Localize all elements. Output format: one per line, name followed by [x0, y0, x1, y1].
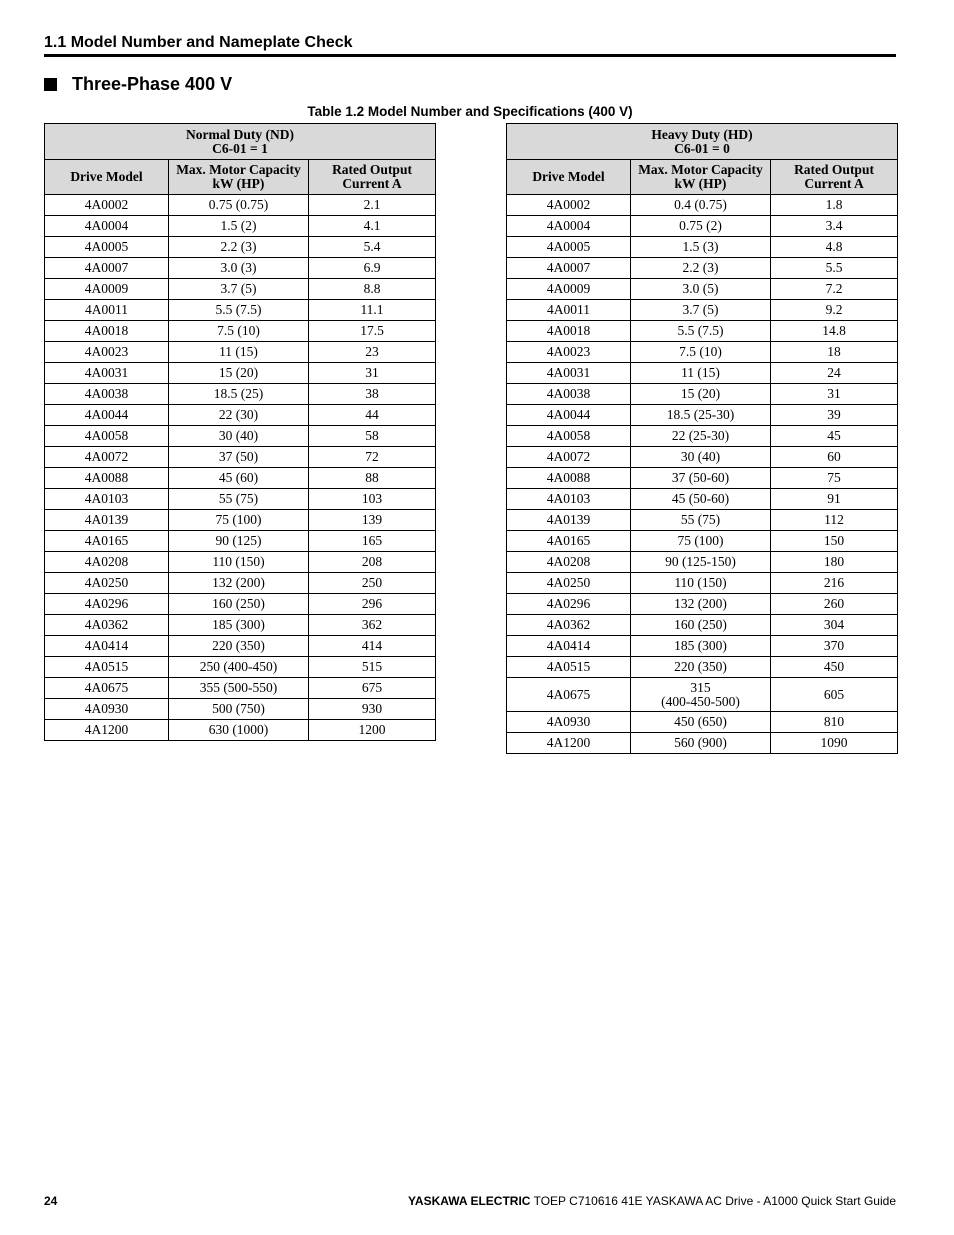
- table-row: [507, 733, 898, 754]
- motor-capacity-cell: 315 (400-450-500): [631, 678, 771, 712]
- motor-capacity-cell: 0.4 (0.75): [631, 195, 771, 216]
- motor-capacity-cell: 30 (40): [169, 426, 309, 447]
- rated-current-cell: 60: [771, 447, 898, 468]
- rated-current-cell: 39: [771, 405, 898, 426]
- rated-current-cell: 150: [771, 531, 898, 552]
- motor-capacity-cell: 1.5 (3): [631, 237, 771, 258]
- drive-model-cell: 4A0072: [45, 447, 169, 468]
- motor-capacity-cell: 37 (50): [169, 447, 309, 468]
- motor-capacity-cell: 45 (60): [169, 468, 309, 489]
- duty-param: C6-01 = 0: [674, 140, 730, 156]
- drive-model-cell: 4A0515: [45, 657, 169, 678]
- rated-current-cell: 45: [771, 426, 898, 447]
- drive-model-cell: 4A0675: [45, 678, 169, 699]
- motor-capacity-cell: 185 (300): [631, 636, 771, 657]
- table-row: [45, 426, 436, 447]
- drive-model-cell: 4A0009: [45, 279, 169, 300]
- drive-model-cell: 4A0044: [45, 405, 169, 426]
- section-header: 1.1 Model Number and Nameplate Check: [44, 34, 896, 57]
- drive-model-cell: 4A0004: [45, 216, 169, 237]
- rated-current-cell: 605: [771, 678, 898, 712]
- motor-capacity-cell: 132 (200): [631, 594, 771, 615]
- drive-model-cell: 4A0675: [507, 678, 631, 712]
- table-row: [507, 489, 898, 510]
- table-row: [45, 615, 436, 636]
- rated-current-cell: 103: [309, 489, 436, 510]
- table-row: [507, 447, 898, 468]
- motor-capacity-cell: 15 (20): [631, 384, 771, 405]
- rated-current-cell: 930: [309, 699, 436, 720]
- table-caption: Table 1.2 Model Number and Specifications (400 V): [307, 104, 633, 119]
- rated-current-cell: 18: [771, 342, 898, 363]
- brand-name: YASKAWA ELECTRIC: [408, 1194, 531, 1208]
- motor-capacity-cell: 18.5 (25-30): [631, 405, 771, 426]
- rated-current-cell: 72: [309, 447, 436, 468]
- motor-capacity-cell: 75 (100): [169, 510, 309, 531]
- rated-current-cell: 675: [309, 678, 436, 699]
- motor-capacity-cell: 450 (650): [631, 712, 771, 733]
- drive-model-cell: 4A0038: [45, 384, 169, 405]
- table-row: [45, 531, 436, 552]
- motor-capacity-cell: 3.7 (5): [169, 279, 309, 300]
- capacity-header-line2: kW (HP): [674, 176, 727, 191]
- normal-duty-table: [44, 123, 436, 741]
- rated-current-cell: 6.9: [309, 258, 436, 279]
- drive-model-cell: 4A0139: [45, 510, 169, 531]
- column-header-drive-model: Drive Model: [45, 160, 169, 195]
- rated-current-cell: 139: [309, 510, 436, 531]
- table-row: [45, 384, 436, 405]
- filled-square-icon: [44, 78, 57, 91]
- table-row: [45, 657, 436, 678]
- drive-model-cell: 4A0011: [45, 300, 169, 321]
- motor-capacity-cell: 220 (350): [631, 657, 771, 678]
- table-row: [507, 363, 898, 384]
- drive-model-cell: 4A0362: [507, 615, 631, 636]
- table-row: [45, 342, 436, 363]
- table-row: [45, 321, 436, 342]
- motor-capacity-cell: 90 (125): [169, 531, 309, 552]
- capacity-header-line1: Max. Motor Capacity: [176, 162, 301, 177]
- rated-current-cell: 250: [309, 573, 436, 594]
- rated-current-cell: 17.5: [309, 321, 436, 342]
- table-row: [507, 216, 898, 237]
- motor-capacity-cell: 110 (150): [631, 573, 771, 594]
- drive-model-cell: 4A0058: [507, 426, 631, 447]
- table-row: [45, 216, 436, 237]
- current-header-line2: Current A: [342, 176, 402, 191]
- table-row: [507, 342, 898, 363]
- subheading: [44, 74, 232, 94]
- table-row: [45, 468, 436, 489]
- table-row: [45, 489, 436, 510]
- motor-capacity-cell: 160 (250): [169, 594, 309, 615]
- drive-model-cell: 4A0103: [507, 489, 631, 510]
- rated-current-cell: 296: [309, 594, 436, 615]
- table-row: [45, 405, 436, 426]
- rated-current-cell: 11.1: [309, 300, 436, 321]
- drive-model-cell: 4A0018: [507, 321, 631, 342]
- drive-model-cell: 4A0088: [45, 468, 169, 489]
- table-row: [45, 573, 436, 594]
- rated-current-cell: 304: [771, 615, 898, 636]
- rated-current-cell: 4.8: [771, 237, 898, 258]
- motor-capacity-cell: 250 (400-450): [169, 657, 309, 678]
- column-header-drive-model: Drive Model: [507, 160, 631, 195]
- drive-model-cell: 4A0515: [507, 657, 631, 678]
- motor-capacity-cell: 37 (50-60): [631, 468, 771, 489]
- drive-model-cell: 4A0007: [45, 258, 169, 279]
- current-header-line1: Rated Output: [794, 162, 874, 177]
- motor-capacity-cell: 132 (200): [169, 573, 309, 594]
- table-row: [507, 657, 898, 678]
- rated-current-cell: 5.5: [771, 258, 898, 279]
- table-row: [507, 552, 898, 573]
- motor-capacity-cell: 110 (150): [169, 552, 309, 573]
- motor-capacity-cell: 55 (75): [169, 489, 309, 510]
- table-row: [45, 300, 436, 321]
- column-header-current: [309, 160, 436, 195]
- motor-capacity-cell: 2.2 (3): [169, 237, 309, 258]
- rated-current-cell: 362: [309, 615, 436, 636]
- drive-model-cell: 4A0296: [507, 594, 631, 615]
- table-row: [507, 510, 898, 531]
- rated-current-cell: 810: [771, 712, 898, 733]
- rated-current-cell: 180: [771, 552, 898, 573]
- motor-capacity-cell: 0.75 (0.75): [169, 195, 309, 216]
- motor-capacity-cell: 560 (900): [631, 733, 771, 754]
- drive-model-cell: 4A0208: [507, 552, 631, 573]
- drive-model-cell: 4A0011: [507, 300, 631, 321]
- rated-current-cell: 112: [771, 510, 898, 531]
- table-row: [45, 720, 436, 741]
- duty-param: C6-01 = 1: [212, 140, 268, 156]
- drive-model-cell: 4A0023: [45, 342, 169, 363]
- table-row: [507, 468, 898, 489]
- drive-model-cell: 4A0023: [507, 342, 631, 363]
- rated-current-cell: 24: [771, 363, 898, 384]
- table-row: [507, 195, 898, 216]
- table-row: [507, 712, 898, 733]
- table-row: [507, 279, 898, 300]
- table-row: [45, 279, 436, 300]
- motor-capacity-cell: 3.0 (5): [631, 279, 771, 300]
- rated-current-cell: 1200: [309, 720, 436, 741]
- motor-capacity-cell: 55 (75): [631, 510, 771, 531]
- drive-model-cell: 4A0072: [507, 447, 631, 468]
- motor-capacity-cell: 630 (1000): [169, 720, 309, 741]
- drive-model-cell: 4A0031: [507, 363, 631, 384]
- drive-model-cell: 4A0018: [45, 321, 169, 342]
- table-body: [507, 195, 898, 754]
- capacity-header-line1: Max. Motor Capacity: [638, 162, 763, 177]
- column-header-current: [771, 160, 898, 195]
- rated-current-cell: 7.2: [771, 279, 898, 300]
- doc-reference: TOEP C710616 41E YASKAWA AC Drive - A1000 Quick Start Guide: [530, 1194, 896, 1208]
- motor-capacity-cell: 7.5 (10): [631, 342, 771, 363]
- table-row: [45, 636, 436, 657]
- drive-model-cell: 4A0058: [45, 426, 169, 447]
- current-header-line2: Current A: [804, 176, 864, 191]
- motor-capacity-cell: 15 (20): [169, 363, 309, 384]
- rated-current-cell: 1.8: [771, 195, 898, 216]
- table-row: [507, 594, 898, 615]
- rated-current-cell: 75: [771, 468, 898, 489]
- table-row: [507, 384, 898, 405]
- current-header-line1: Rated Output: [332, 162, 412, 177]
- table-row: [45, 258, 436, 279]
- motor-capacity-cell: 11 (15): [631, 363, 771, 384]
- motor-capacity-cell: 355 (500-550): [169, 678, 309, 699]
- table-row: [45, 699, 436, 720]
- drive-model-cell: 4A0414: [45, 636, 169, 657]
- drive-model-cell: 4A0088: [507, 468, 631, 489]
- table-row: [45, 594, 436, 615]
- rated-current-cell: 414: [309, 636, 436, 657]
- table-row: [45, 237, 436, 258]
- table-row: [45, 363, 436, 384]
- drive-model-cell: 4A0362: [45, 615, 169, 636]
- rated-current-cell: 208: [309, 552, 436, 573]
- rated-current-cell: 31: [771, 384, 898, 405]
- rated-current-cell: 165: [309, 531, 436, 552]
- motor-capacity-cell: 500 (750): [169, 699, 309, 720]
- motor-capacity-cell: 160 (250): [631, 615, 771, 636]
- drive-model-cell: 4A0208: [45, 552, 169, 573]
- drive-model-cell: 4A0007: [507, 258, 631, 279]
- drive-model-cell: 4A0165: [507, 531, 631, 552]
- rated-current-cell: 9.2: [771, 300, 898, 321]
- drive-model-cell: 4A1200: [45, 720, 169, 741]
- drive-model-cell: 4A0165: [45, 531, 169, 552]
- drive-model-cell: 4A0002: [45, 195, 169, 216]
- drive-model-cell: 4A0414: [507, 636, 631, 657]
- drive-model-cell: 4A0930: [507, 712, 631, 733]
- table-row: [507, 405, 898, 426]
- drive-model-cell: 4A0250: [45, 573, 169, 594]
- rated-current-cell: 5.4: [309, 237, 436, 258]
- rated-current-cell: 91: [771, 489, 898, 510]
- column-header-capacity: [169, 160, 309, 195]
- subheading-title: Three-Phase 400 V: [72, 74, 233, 94]
- rated-current-cell: 14.8: [771, 321, 898, 342]
- column-header-capacity: [631, 160, 771, 195]
- drive-model-cell: 4A0004: [507, 216, 631, 237]
- drive-model-cell: 4A0031: [45, 363, 169, 384]
- table-row: [507, 237, 898, 258]
- rated-current-cell: 1090: [771, 733, 898, 754]
- rated-current-cell: 4.1: [309, 216, 436, 237]
- table-row: [507, 615, 898, 636]
- rated-current-cell: 58: [309, 426, 436, 447]
- table-row: [45, 510, 436, 531]
- table-row: [507, 258, 898, 279]
- drive-model-cell: 4A1200: [507, 733, 631, 754]
- drive-model-cell: 4A0139: [507, 510, 631, 531]
- duty-title: Heavy Duty (HD): [651, 126, 753, 142]
- drive-model-cell: 4A0005: [507, 237, 631, 258]
- drive-model-cell: 4A0103: [45, 489, 169, 510]
- motor-capacity-cell: 45 (50-60): [631, 489, 771, 510]
- duty-title: Normal Duty (ND): [186, 126, 294, 142]
- table-row: [45, 552, 436, 573]
- table-row: [45, 447, 436, 468]
- rated-current-cell: 44: [309, 405, 436, 426]
- motor-capacity-cell: 22 (25-30): [631, 426, 771, 447]
- table-row: [45, 195, 436, 216]
- motor-capacity-cell: 5.5 (7.5): [169, 300, 309, 321]
- drive-model-cell: 4A0038: [507, 384, 631, 405]
- table-row: [507, 573, 898, 594]
- rated-current-cell: 260: [771, 594, 898, 615]
- motor-capacity-cell: 1.5 (2): [169, 216, 309, 237]
- motor-capacity-cell: 3.0 (3): [169, 258, 309, 279]
- motor-capacity-cell: 3.7 (5): [631, 300, 771, 321]
- footer-doc-info: [408, 1193, 896, 1209]
- motor-capacity-cell: 220 (350): [169, 636, 309, 657]
- rated-current-cell: 515: [309, 657, 436, 678]
- rated-current-cell: 3.4: [771, 216, 898, 237]
- table-row: [507, 636, 898, 657]
- motor-capacity-cell: 185 (300): [169, 615, 309, 636]
- motor-capacity-cell: 30 (40): [631, 447, 771, 468]
- motor-capacity-cell: 0.75 (2): [631, 216, 771, 237]
- motor-capacity-cell: 7.5 (10): [169, 321, 309, 342]
- drive-model-cell: 4A0044: [507, 405, 631, 426]
- duty-header: [45, 124, 436, 160]
- duty-header: [507, 124, 898, 160]
- rated-current-cell: 216: [771, 573, 898, 594]
- table-row: [507, 426, 898, 447]
- page-number: 24: [44, 1194, 58, 1208]
- capacity-header-line2: kW (HP): [212, 176, 265, 191]
- motor-capacity-cell: 75 (100): [631, 531, 771, 552]
- heavy-duty-table: [506, 123, 898, 754]
- drive-model-cell: 4A0296: [45, 594, 169, 615]
- drive-model-cell: 4A0002: [507, 195, 631, 216]
- drive-model-cell: 4A0005: [45, 237, 169, 258]
- table-body: [45, 195, 436, 741]
- table-row: [507, 678, 898, 712]
- rated-current-cell: 23: [309, 342, 436, 363]
- table-row: [507, 531, 898, 552]
- motor-capacity-cell: 11 (15): [169, 342, 309, 363]
- rated-current-cell: 8.8: [309, 279, 436, 300]
- motor-capacity-cell: 90 (125-150): [631, 552, 771, 573]
- table-row: [507, 321, 898, 342]
- rated-current-cell: 88: [309, 468, 436, 489]
- motor-capacity-cell: 2.2 (3): [631, 258, 771, 279]
- table-row: [45, 678, 436, 699]
- motor-capacity-cell: 22 (30): [169, 405, 309, 426]
- rated-current-cell: 2.1: [309, 195, 436, 216]
- table-row: [507, 300, 898, 321]
- rated-current-cell: 370: [771, 636, 898, 657]
- drive-model-cell: 4A0250: [507, 573, 631, 594]
- motor-capacity-cell: 18.5 (25): [169, 384, 309, 405]
- drive-model-cell: 4A0009: [507, 279, 631, 300]
- rated-current-cell: 450: [771, 657, 898, 678]
- drive-model-cell: 4A0930: [45, 699, 169, 720]
- rated-current-cell: 38: [309, 384, 436, 405]
- rated-current-cell: 31: [309, 363, 436, 384]
- motor-capacity-cell: 5.5 (7.5): [631, 321, 771, 342]
